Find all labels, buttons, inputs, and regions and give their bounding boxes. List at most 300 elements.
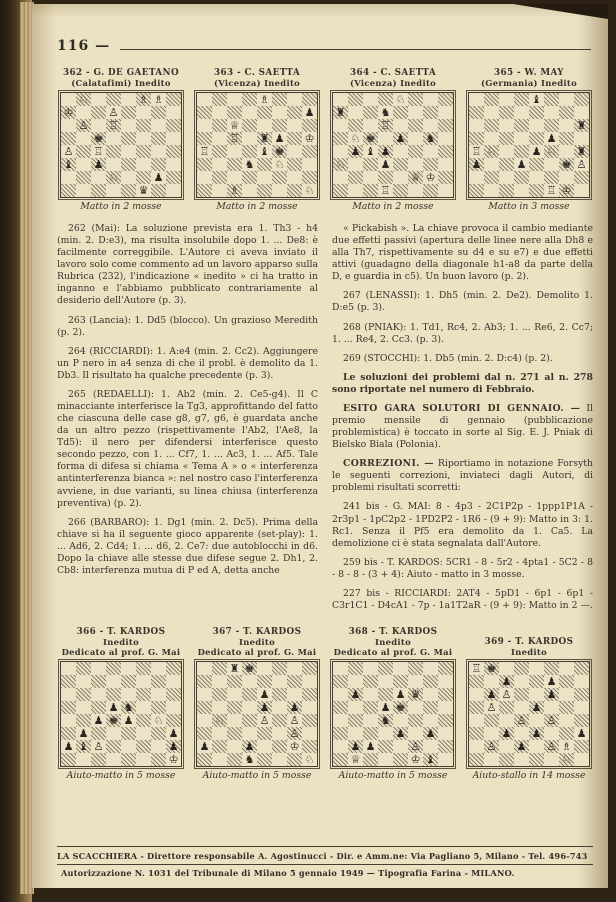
board-square — [136, 727, 151, 740]
board-square — [438, 701, 453, 714]
board-square — [559, 132, 574, 145]
board-square — [333, 701, 348, 714]
chess-piece: ♛︎ — [138, 184, 149, 197]
board-square — [197, 675, 212, 688]
board-square — [544, 171, 559, 184]
board-square — [574, 184, 589, 197]
board-square — [121, 740, 136, 753]
board-square — [106, 675, 121, 688]
board-square — [393, 714, 408, 727]
chess-piece: ♚︎ — [274, 145, 285, 158]
board-square — [423, 714, 438, 727]
chess-piece: ♘︎ — [561, 753, 572, 767]
board-square — [257, 675, 272, 688]
board-square — [227, 132, 242, 145]
board-square — [514, 184, 529, 197]
problem-dedication: Dedicato al prof. G. Mai — [61, 647, 181, 658]
board-square — [197, 727, 212, 740]
board-square — [363, 662, 378, 675]
board-square — [287, 145, 302, 158]
board-square — [423, 662, 438, 675]
chess-piece: ♞︎ — [380, 106, 391, 119]
board-square — [408, 119, 423, 132]
board-square — [136, 714, 151, 727]
chess-piece: ♝︎ — [425, 753, 436, 767]
board-square — [393, 688, 408, 701]
board-square — [438, 753, 453, 766]
board-square — [257, 132, 272, 145]
chess-piece: ♟︎ — [380, 145, 391, 158]
chess-piece: ♘︎ — [153, 714, 164, 728]
chess-piece: ♔︎ — [304, 132, 315, 145]
board-square — [61, 93, 76, 106]
problem-caption: Aiuto-stallo in 14 mosse — [472, 770, 586, 782]
bottom-problems-row — [57, 625, 593, 781]
board-square — [363, 675, 378, 688]
board-square — [91, 119, 106, 132]
board-square — [302, 662, 317, 675]
problem-title: 367 - T. KARDOS — [212, 627, 302, 638]
board-square — [529, 753, 544, 766]
board-square — [499, 145, 514, 158]
chess-piece: ♘︎ — [335, 158, 346, 171]
board-square — [136, 158, 151, 171]
chess-piece: ♖︎ — [546, 184, 557, 197]
board-square — [121, 158, 136, 171]
board-square — [484, 740, 499, 753]
board-square — [574, 727, 589, 740]
board-square — [438, 184, 453, 197]
chess-piece: ♟︎ — [78, 727, 89, 741]
board-square — [559, 171, 574, 184]
solutions-text — [57, 223, 593, 619]
board-square — [76, 714, 91, 727]
chess-piece: ♟︎ — [471, 158, 482, 171]
board-square — [242, 714, 257, 727]
chess-piece: ♞︎ — [244, 753, 255, 767]
board-square — [423, 132, 438, 145]
board-square — [242, 675, 257, 688]
paragraph-241bis: 241 bis - G. MAI: 8 - 4p3 - 2C1P2p - 1ppp1P1A - 2r3p1 - 1pC2p2 - 1PD2P2 - 1R6 - (9 + 9): Matto in 3: 1. Rc1. Senza il Pf5 era demolito da 1. Ca5. La demolizione ci è stata segnalata dall'Autore. — [332, 501, 593, 549]
board-square — [363, 688, 378, 701]
problem-dedication: Dedicato al prof. G. Mai — [197, 647, 317, 658]
chess-piece: ♔︎ — [561, 184, 572, 197]
board-square — [287, 727, 302, 740]
board-square — [378, 753, 393, 766]
board-square — [136, 132, 151, 145]
chess-piece: ♙︎ — [486, 701, 497, 715]
chess-piece: ♟︎ — [425, 727, 436, 741]
chess-piece: ♟︎ — [576, 727, 587, 741]
chess-piece: ♞︎ — [425, 132, 436, 145]
board-square — [544, 119, 559, 132]
board-square — [136, 688, 151, 701]
board-square — [499, 662, 514, 675]
board-square — [257, 184, 272, 197]
board-square — [227, 740, 242, 753]
board-square — [91, 184, 106, 197]
board-square — [197, 132, 212, 145]
board-square — [438, 106, 453, 119]
board-square — [514, 688, 529, 701]
chess-piece: ♙︎ — [486, 740, 497, 754]
board-square — [484, 675, 499, 688]
board-square — [469, 753, 484, 766]
board-square — [106, 132, 121, 145]
chess-piece: ♚︎ — [365, 132, 376, 145]
board-square — [469, 727, 484, 740]
paragraph-266: 266 (BARBARO): 1. Dg1 (min. 2. Dc5). Prima della chiave si ha il seguente gioco apparente (set-play): 1. ... Ad6, 2. Cd4; 1. ... d6, 2. Ce7: due autoblocchi in d6. Dopo la chiave alle stesse due difese segue 2. Dh1, 2. Cb8: interferenza mutua di P ed A, detta anche — [57, 516, 318, 577]
paragraph-esito-gara — [332, 403, 593, 451]
board-square — [242, 106, 257, 119]
board-square — [423, 119, 438, 132]
board-square — [393, 119, 408, 132]
board-square — [363, 119, 378, 132]
chess-piece: ♘︎ — [395, 93, 406, 106]
chess-piece: ♟︎ — [63, 740, 74, 754]
board-square — [544, 132, 559, 145]
board-square — [423, 171, 438, 184]
board-square — [166, 171, 181, 184]
board-square — [302, 132, 317, 145]
problem-title: 362 - G. DE GAETANO — [62, 68, 180, 78]
board-square — [438, 662, 453, 675]
board-square — [242, 93, 257, 106]
board-square — [393, 675, 408, 688]
board-square — [287, 714, 302, 727]
board-square — [529, 675, 544, 688]
board-square — [469, 145, 484, 158]
chess-piece: ♘︎ — [546, 145, 557, 158]
board-square — [272, 132, 287, 145]
board-square — [212, 688, 227, 701]
chess-piece: ♖︎ — [108, 119, 119, 132]
board-square — [76, 662, 91, 675]
board-square — [378, 106, 393, 119]
board-square — [61, 662, 76, 675]
board-square — [106, 662, 121, 675]
board-square — [106, 93, 121, 106]
paragraph-pickabish: « Pickabish ». La chiave provoca il cambio mediante due effetti passivi (apertura delle linee nere alla Dh8 e alla Th7, rispettivamente su d4 e su e7) e due effetti attivi (guadagno della diagonale h1-a8 da parte della D, e guardia in c5). Un buon lavoro (p. 2). — [332, 223, 593, 283]
board-square — [333, 119, 348, 132]
board-square — [257, 727, 272, 740]
board-square — [166, 753, 181, 766]
board-square — [544, 688, 559, 701]
board-square — [61, 740, 76, 753]
board-square — [166, 727, 181, 740]
board-square — [393, 753, 408, 766]
board-square — [499, 119, 514, 132]
board-square — [484, 132, 499, 145]
chess-piece: ♟︎ — [395, 132, 406, 145]
board-square — [136, 119, 151, 132]
paragraph-262: 262 (Mai): La soluzione prevista era 1. Th3 - h4 (min. 2. D:e3), ma risulta insolubile dopo 1. ... De8: è facilmente correggibile. L'Autore ci aveva inviato il lavoro solo come commento ad un lavoro apparso sulla Rubrica (232), l'indicazione « inedito » ci ha tratto in inganno e l'abbiamo pubblicato contrariamente al desiderio dell'Autore (p. 3). — [57, 223, 318, 307]
board-square — [151, 740, 166, 753]
board-square — [378, 727, 393, 740]
board-square — [499, 701, 514, 714]
board-square — [333, 145, 348, 158]
board-square — [544, 106, 559, 119]
board-square — [559, 753, 574, 766]
board-square — [348, 753, 363, 766]
board-square — [574, 132, 589, 145]
board-square — [559, 106, 574, 119]
board-square — [166, 740, 181, 753]
paragraph-notice: Le soluzioni dei problemi dal n. 271 al n. 278 sono riportate nel numero di Febbraio. — [332, 371, 593, 395]
board-square — [106, 184, 121, 197]
problem-title: 366 - T. KARDOS — [76, 627, 166, 638]
board-square — [363, 184, 378, 197]
board-square — [559, 145, 574, 158]
chess-piece: ♘︎ — [214, 714, 225, 728]
board-square — [408, 171, 423, 184]
board-square — [136, 184, 151, 197]
chess-board — [468, 661, 590, 767]
board-square — [287, 119, 302, 132]
board-square — [469, 158, 484, 171]
board-square — [166, 662, 181, 675]
chess-piece: ♙︎ — [516, 714, 527, 728]
board-square — [76, 119, 91, 132]
board-square — [166, 714, 181, 727]
board-square — [408, 740, 423, 753]
board-square — [544, 701, 559, 714]
board-square — [287, 753, 302, 766]
board-square — [363, 106, 378, 119]
board-square — [408, 753, 423, 766]
board-square — [61, 158, 76, 171]
board-square — [574, 93, 589, 106]
chess-piece: ♖︎ — [229, 132, 240, 145]
board-square — [91, 145, 106, 158]
chess-piece: ♚︎ — [486, 662, 497, 676]
chess-piece: ♟︎ — [259, 688, 270, 702]
board-square — [76, 727, 91, 740]
board-square — [166, 145, 181, 158]
board-square — [272, 106, 287, 119]
board-square — [544, 675, 559, 688]
board-square — [559, 158, 574, 171]
board-square — [287, 158, 302, 171]
board-square — [484, 158, 499, 171]
board-square — [136, 753, 151, 766]
board-square — [257, 93, 272, 106]
board-square — [76, 145, 91, 158]
board-square — [438, 714, 453, 727]
board-square — [287, 701, 302, 714]
board-square — [559, 184, 574, 197]
board-square — [227, 119, 242, 132]
board-square — [529, 93, 544, 106]
board-square — [393, 145, 408, 158]
board-square — [423, 753, 438, 766]
board-square — [121, 145, 136, 158]
board-square — [91, 158, 106, 171]
board-square — [574, 158, 589, 171]
chess-piece: ♜︎ — [576, 119, 587, 132]
board-square — [408, 688, 423, 701]
board-square — [106, 106, 121, 119]
board-square — [121, 701, 136, 714]
board-square — [106, 171, 121, 184]
solutions-column-left — [57, 223, 318, 619]
solutions-column-right — [332, 223, 593, 619]
board-square — [302, 119, 317, 132]
problem-subtitle: (Vicenza) Inedito — [350, 78, 436, 88]
board-square — [197, 106, 212, 119]
board-square — [227, 184, 242, 197]
problem-caption: Matto in 2 mosse — [80, 201, 162, 212]
chess-piece: ♗︎ — [138, 93, 149, 106]
board-square — [272, 93, 287, 106]
board-square — [121, 106, 136, 119]
board-square — [544, 662, 559, 675]
board-square — [423, 675, 438, 688]
board-square — [242, 171, 257, 184]
chess-piece: ♚︎ — [108, 714, 119, 728]
board-square — [61, 753, 76, 766]
board-square — [514, 145, 529, 158]
board-square — [257, 740, 272, 753]
board-square — [378, 701, 393, 714]
board-square — [544, 714, 559, 727]
board-square — [61, 675, 76, 688]
board-square — [272, 701, 287, 714]
board-square — [378, 184, 393, 197]
board-square — [514, 727, 529, 740]
board-square — [574, 171, 589, 184]
board-square — [363, 145, 378, 158]
problem-title: 369 - T. KARDOS — [484, 637, 574, 648]
chess-piece: ♙︎ — [576, 158, 587, 171]
board-square — [76, 675, 91, 688]
board-square — [212, 727, 227, 740]
problem-subtitle: (Germania) Inedito — [481, 78, 577, 88]
board-square — [61, 688, 76, 701]
board-square — [242, 184, 257, 197]
board-square — [469, 171, 484, 184]
problem-368 — [329, 625, 457, 781]
chess-piece: ♟︎ — [93, 158, 104, 171]
chess-piece: ♚︎ — [93, 132, 104, 145]
board-square — [469, 662, 484, 675]
board-square — [197, 158, 212, 171]
chess-piece: ♛︎ — [410, 688, 421, 702]
board-square — [574, 145, 589, 158]
board-square — [469, 701, 484, 714]
board-square — [363, 171, 378, 184]
board-square — [393, 171, 408, 184]
board-square — [484, 688, 499, 701]
board-square — [106, 688, 121, 701]
board-square — [348, 662, 363, 675]
board-square — [151, 184, 166, 197]
board-square — [257, 662, 272, 675]
problem-caption: Matto in 2 mosse — [216, 201, 298, 212]
chess-board — [60, 661, 182, 767]
board-square — [559, 662, 574, 675]
chess-piece: ♟︎ — [546, 675, 557, 689]
board-square — [574, 688, 589, 701]
chess-piece: ♔︎ — [410, 753, 421, 767]
paragraph-259bis: 259 bis - T. KARDOS: 5CR1 - 8 - 5r2 - 4pta1 - 5C2 - 8 - 8 - 8 - (3 + 4): Aiuto - matto in 3 mosse. — [332, 556, 593, 580]
problem-365 — [465, 68, 593, 212]
board-square — [499, 675, 514, 688]
board-square — [121, 714, 136, 727]
board-square — [197, 714, 212, 727]
board-square — [91, 740, 106, 753]
chess-piece: ♖︎ — [93, 145, 104, 158]
board-square — [257, 119, 272, 132]
board-square — [151, 171, 166, 184]
board-square — [242, 662, 257, 675]
board-square — [378, 171, 393, 184]
board-square — [574, 675, 589, 688]
board-square — [91, 714, 106, 727]
problem-subtitle: (Vicenza) Inedito — [214, 78, 300, 88]
board-square — [61, 701, 76, 714]
board-square — [76, 740, 91, 753]
board-square — [166, 158, 181, 171]
board-square — [272, 675, 287, 688]
chess-piece: ♘︎ — [304, 753, 315, 767]
chess-piece: ♞︎ — [380, 714, 391, 728]
board-square — [514, 132, 529, 145]
page-footer — [57, 846, 593, 878]
board-square — [151, 714, 166, 727]
board-square — [212, 119, 227, 132]
board-square — [91, 132, 106, 145]
board-square — [76, 132, 91, 145]
board-square — [106, 145, 121, 158]
chess-piece: ♟︎ — [531, 145, 542, 158]
board-square — [423, 688, 438, 701]
board-square — [257, 753, 272, 766]
chess-piece: ♟︎ — [350, 740, 361, 754]
board-square — [76, 701, 91, 714]
paragraph-267: 267 (LENASSI): 1. Dh5 (min. 2. De2). Demolito 1. D:e5 (p. 3). — [332, 290, 593, 314]
board-square — [559, 688, 574, 701]
board-square — [348, 93, 363, 106]
board-square — [197, 171, 212, 184]
board-square — [499, 158, 514, 171]
board-square — [469, 688, 484, 701]
board-square — [227, 145, 242, 158]
chess-piece: ♟︎ — [516, 740, 527, 754]
board-square — [469, 184, 484, 197]
chess-board — [196, 661, 318, 767]
board-square — [363, 93, 378, 106]
board-square — [166, 106, 181, 119]
problem-status: Inedito — [375, 637, 411, 648]
board-square — [106, 740, 121, 753]
board-square — [499, 184, 514, 197]
board-square — [287, 688, 302, 701]
board-square — [106, 753, 121, 766]
board-square — [484, 701, 499, 714]
footer-line2: Autorizzazione N. 1031 del Tribunale di Milano 5 gennaio 1949 — Tipografia Farina - MILANO. — [61, 868, 515, 878]
chess-piece: ♗︎ — [561, 740, 572, 754]
board-square — [438, 132, 453, 145]
board-square — [121, 753, 136, 766]
board-square — [348, 740, 363, 753]
chess-piece: ♙︎ — [78, 119, 89, 132]
chess-piece: ♖︎ — [380, 184, 391, 197]
board-square — [484, 184, 499, 197]
chess-piece: ♟︎ — [395, 688, 406, 702]
board-square — [559, 727, 574, 740]
board-square — [287, 675, 302, 688]
